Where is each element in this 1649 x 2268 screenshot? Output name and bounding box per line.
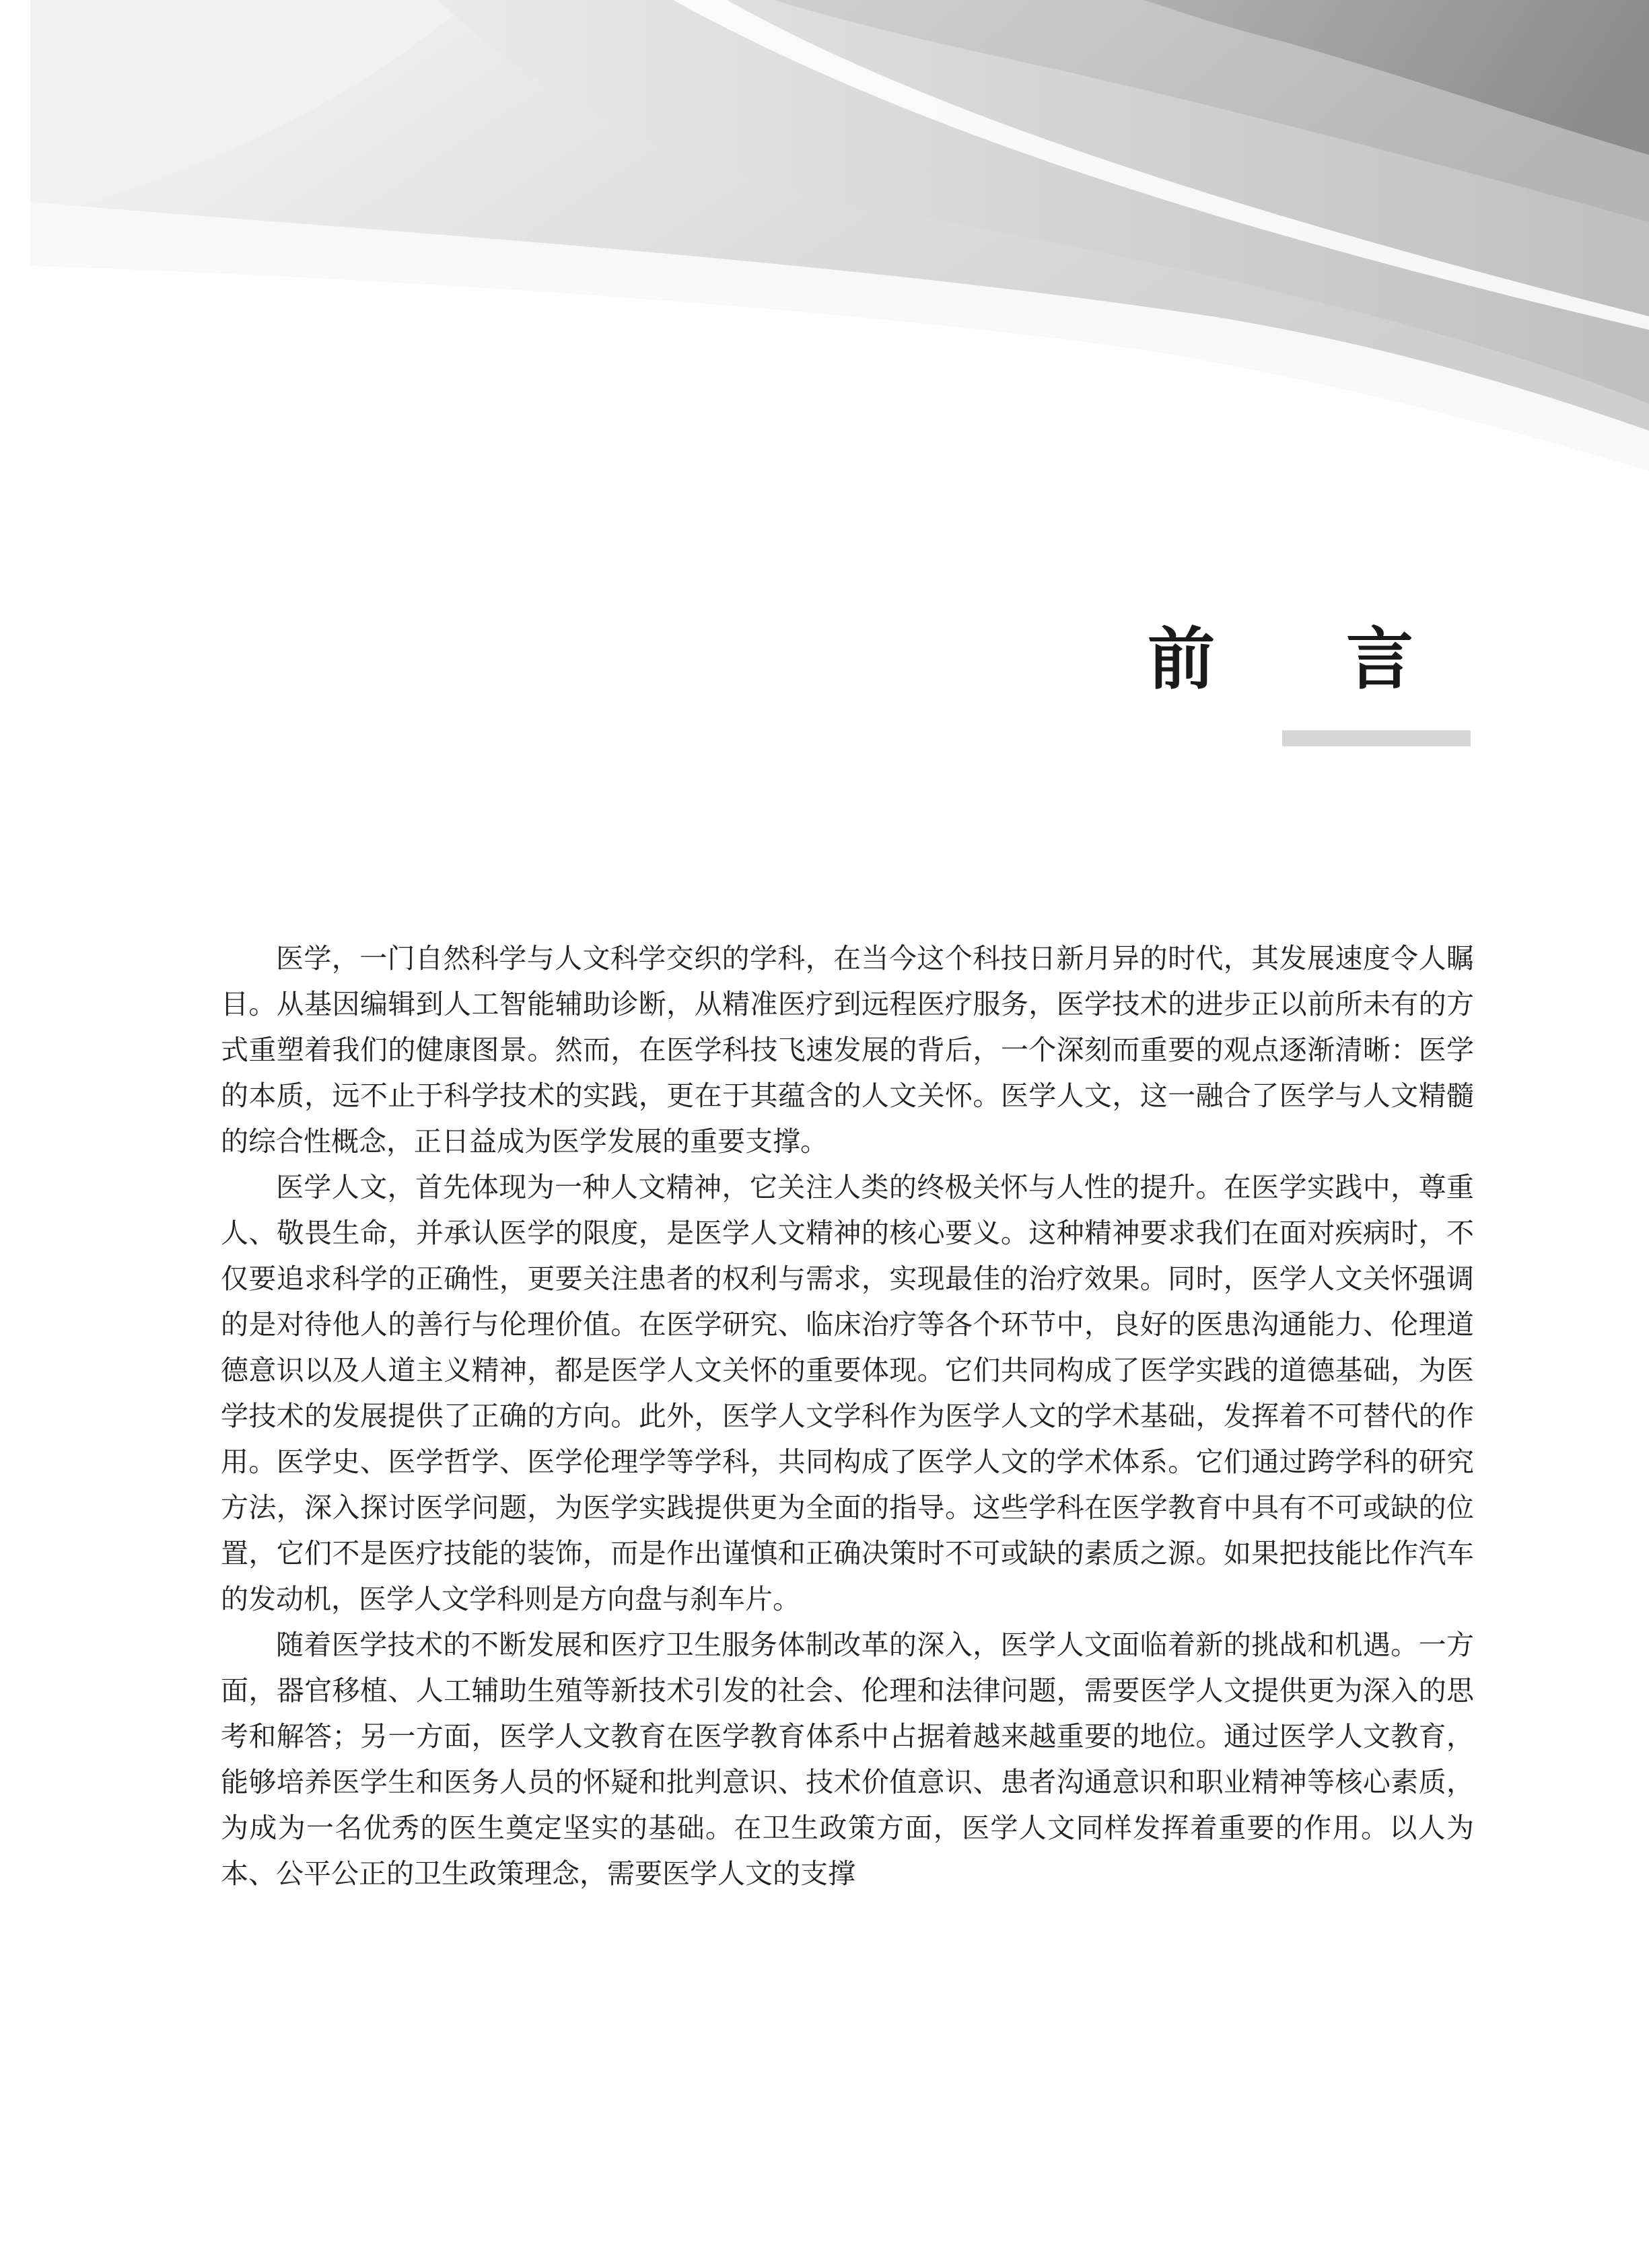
- page-title: 前 言: [1148, 620, 1467, 699]
- header-decorative-swoosh: [0, 0, 1649, 471]
- body-text: [221, 935, 1474, 1897]
- paragraph: 医学人文，首先体现为一种人文精神，它关注人类的终极关怀与人性的提升。在医学实践中，尊重人、敬畏生命，并承认医学的限度，是医学人文精神的核心要义。这种精神要求我们在面对疾病时，不仅要追求科学的正确性，更要关注患者的权利与需求，实现最佳的治疗效果。同时，医学人文关怀强调的是对待他人的善行与伦理价值。在医学研究、临床治疗等各个环节中，良好的医患沟通能力、伦理道德意识以及人道主义精神，都是医学人文关怀的重要体现。它们共同构成了医学实践的道德基础，为医学技术的发展提供了正确的方向。此外，医学人文学科作为医学人文的学术基础，发挥着不可替代的作用。医学史、医学哲学、医学伦理学等学科，共同构成了医学人文的学术体系。它们通过跨学科的研究方法，深入探讨医学问题，为医学实践提供更为全面的指导。这些学科在医学教育中具有不可或缺的位置，它们不是医疗技能的装饰，而是作出谨慎和正确决策时不可或缺的素质之源。如果把技能比作汽车的发动机，医学人文学科则是方向盘与刹车片。: [221, 1171, 1474, 1615]
- paragraph: 随着医学技术的不断发展和医疗卫生服务体制改革的深入，医学人文面临着新的挑战和机遇。一方面，器官移植、人工辅助生殖等新技术引发的社会、伦理和法律问题，需要医学人文提供更为深入的思考和解答；另一方面，医学人文教育在医学教育体系中占据着越来越重要的地位。通过医学人文教育，能够培养医学生和医务人员的怀疑和批判意识、技术价值意识、患者沟通意识和职业精神等核心素质，为成为一名优秀的医生奠定坚实的基础。在卫生政策方面，医学人文同样发挥着重要的作用。以人为本、公平公正的卫生政策理念，需要医学人文的支撑: [221, 1629, 1474, 1890]
- title-underline-bar: [1282, 730, 1471, 746]
- paragraph: 医学，一门自然科学与人文科学交织的学科，在当今这个科技日新月异的时代，其发展速度令人瞩目。从基因编辑到人工智能辅助诊断，从精准医疗到远程医疗服务，医学技术的进步正以前所未有的方式重塑着我们的健康图景。然而，在医学科技飞速发展的背后，一个深刻而重要的观点逐渐清晰：医学的本质，远不止于科学技术的实践，更在于其蕴含的人文关怀。医学人文，这一融合了医学与人文精髓的综合性概念，正日益成为医学发展的重要支撑。: [221, 942, 1474, 1158]
